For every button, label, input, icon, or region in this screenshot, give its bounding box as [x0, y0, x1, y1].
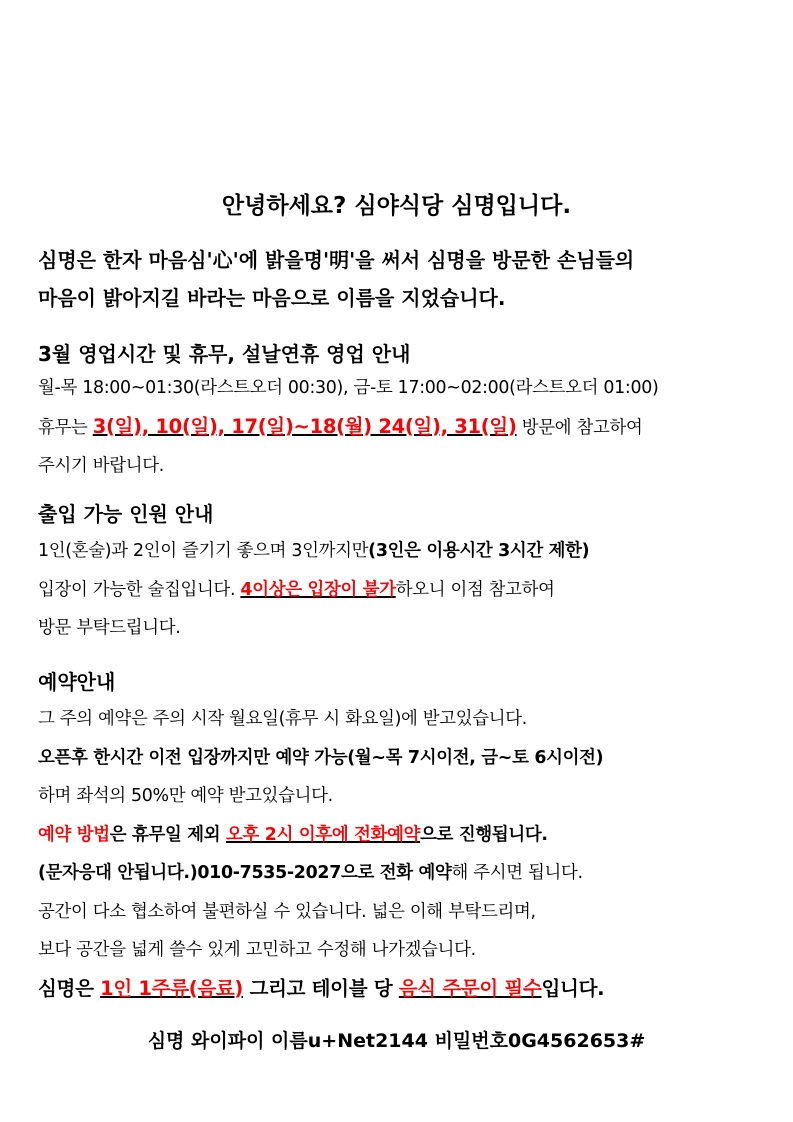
- hours-line-2: [38, 408, 763, 448]
- reservation-line-2: 오픈후 한시간 이전 입장까지만 예약 가능(월~목 7시이전, 금~토 6시이전): [38, 747, 604, 768]
- hours-line-3: 주시기 바랍니다.: [38, 456, 164, 476]
- reservation-time: 오후 2시 이후에 전화예약: [226, 824, 421, 845]
- hours-heading: 3월 영업시간 및 휴무, 설날연휴 영업 안내: [38, 342, 411, 366]
- reservation-line-7: 보다 공간을 넓게 쓸수 있게 고민하고 수정해 나가겠습니다.: [38, 940, 476, 960]
- closed-days: 3(일), 10(일), 17(일)~18(월) 24(일), 31(일): [92, 414, 517, 438]
- reservation-line-8-b: 그리고 테이블 당: [243, 976, 399, 1000]
- intro-line-2: 마음이 밝아지길 바라는 마음으로 이름을 지었습니다.: [38, 286, 506, 310]
- capacity-warning: 4이상은 입장이 불가: [240, 579, 396, 600]
- reservation-line-1: 그 주의 예약은 주의 시작 월요일(휴무 시 화요일)에 받고있습니다.: [38, 709, 528, 729]
- page-title: 안녕하세요? 심야식당 심명입니다.: [221, 193, 572, 219]
- reservation-phone: (문자응대 안됩니다.)010-7535-2027으로 전화 예약: [38, 863, 452, 883]
- food-requirement: 음식 주문이 필수: [398, 976, 542, 1000]
- capacity-line-3: 방문 부탁드립니다.: [38, 618, 181, 638]
- intro-line-1: 심명은 한자 마음심'心'에 밝을명'明'을 써서 심명을 방문한 손님들의: [38, 248, 635, 272]
- capacity-paragraph: [38, 532, 763, 648]
- reservation-line-5-rest: 해 주시면 됩니다.: [451, 863, 583, 883]
- capacity-line-1: [38, 532, 763, 571]
- reservation-paragraph: [38, 700, 763, 1008]
- hours-line-1: 월-목 18:00~01:30(라스트오더 00:30), 금-토 17:00~02:00(라스트오더 01:00): [38, 378, 659, 398]
- reservation-line-5: [38, 854, 763, 893]
- reservation-line-8-a: 심명은: [38, 976, 101, 1000]
- intro-paragraph: [38, 241, 760, 317]
- reservation-heading: 예약안내: [38, 670, 116, 694]
- capacity-line-2-a: 입장이 가능한 술집입니다.: [38, 579, 241, 600]
- reservation-line-4-a: 은 휴무일 제외: [109, 824, 227, 845]
- reservation-method: 예약 방법: [38, 824, 110, 845]
- closed-prefix: 휴무는: [38, 417, 93, 438]
- hours-paragraph: [38, 369, 763, 486]
- reservation-line-6: 공간이 다소 협소하여 불편하실 수 있습니다. 넓은 이해 부탁드리며,: [38, 901, 536, 922]
- reservation-line-8: [38, 970, 763, 1009]
- capacity-line-1-a: 1인(혼술)과 2인이 즐기기 좋으며 3인까지만: [38, 541, 369, 561]
- capacity-line-2: [38, 571, 763, 610]
- drink-requirement: 1인 1주류(음료): [100, 976, 244, 1000]
- capacity-heading: 출입 가능 인원 안내: [38, 502, 214, 526]
- reservation-line-4: [38, 816, 763, 855]
- reservation-line-4-b: 으로 진행됩니다.: [420, 824, 548, 845]
- capacity-line-2-b: 하오니 이점 참고하여: [395, 579, 555, 600]
- closed-suffix: 방문에 참고하여: [516, 417, 643, 438]
- reservation-line-3: 하며 좌석의 50%만 예약 받고있습니다.: [38, 786, 333, 806]
- wifi-info: 심명 와이파이 이름u+Net2144 비밀번호0G4562653#: [147, 1030, 646, 1052]
- reservation-line-8-c: 입니다.: [541, 976, 605, 1000]
- capacity-limit-note: (3인은 이용시간 3시간 제한): [368, 541, 590, 561]
